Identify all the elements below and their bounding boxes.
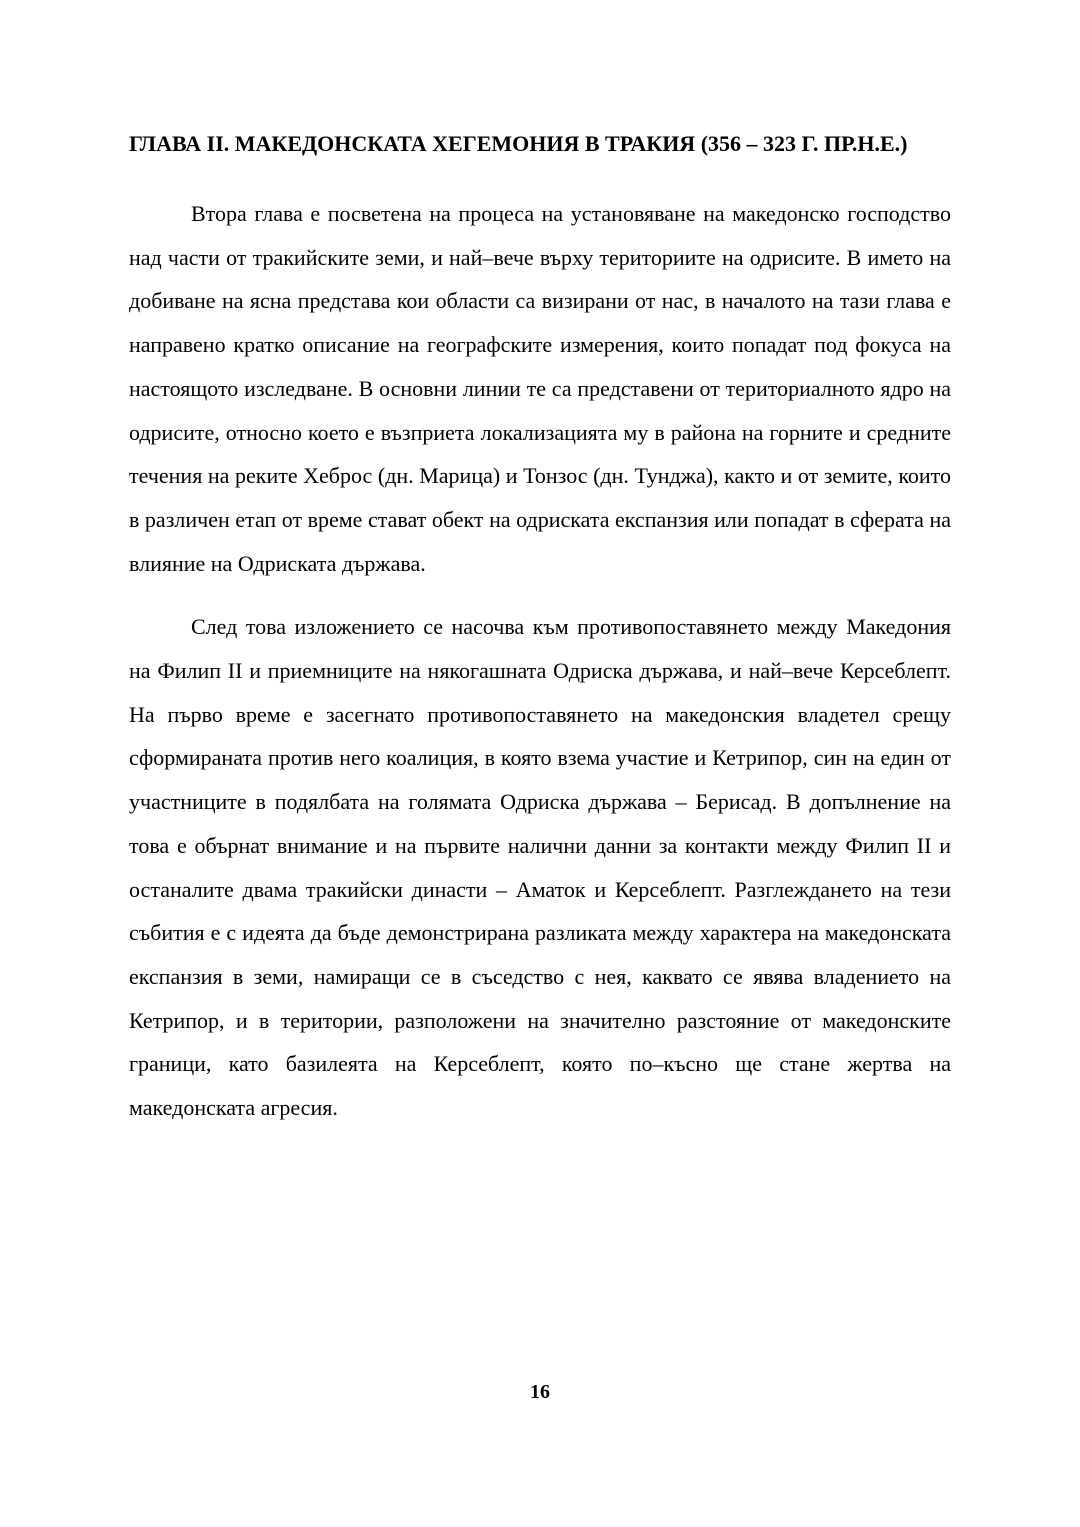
paragraph-chapter-overview: Втора глава е посветена на процеса на установяване на македонско господство над части от тракийските земи, и най–вече върху териториите на одрисите. В името на добиване на ясна представа кои области са визирани от нас, в началото на тази глава е направено кратко описание на географските измерения, които попадат под фокуса на настоящото изследване. В основни линии те са представени от териториалното ядро на одрисите, относно което е възприета локализацията му в района на горните и средните течения на реките Хеброс (дн. Марица) и Тонзос (дн. Тунджа), както и от земите, които в различен етап от време стават обект на одриската експанзия или попадат в сферата на влияние на Одриската държава. — [129, 201, 951, 576]
chapter-title: ГЛАВА II. МАКЕДОНСКАТА ХЕГЕМОНИЯ В ТРАКИЯ (356 – 323 Г. ПР.Н.Е.) — [129, 131, 908, 156]
paragraph-philip-conflict: След това изложението се насочва към противопоставянето между Македония на Филип II и приемниците на някогашната Одриска държава, и най–вече Керсеблепт. На първо време е засегнато противопоставянето на македонския владетел срещу сформираната против него коалиция, в която взема участие и Кетрипор, син на един от участниците в подялбата на голямата Одриска държава – Берисад. В допълнение на това е обърнат внимание и на първите налични данни за контакти между Филип II и останалите двама тракийски династи – Аматок и Керсеблепт. Разглеждането на тези събития е с идеята да бъде демонстрирана разликата между характера на македонската експанзия в земи, намиращи се в съседство с нея, каквато се явява владението на Кетрипор, и в територии, разположени на значително разстояние от македонските граници, като базилеята на Керсеблепт, която по–късно ще стане жертва на македонската агресия. — [129, 614, 951, 1121]
document-page — [129, 122, 951, 1130]
page-number: 16 — [530, 1381, 550, 1403]
